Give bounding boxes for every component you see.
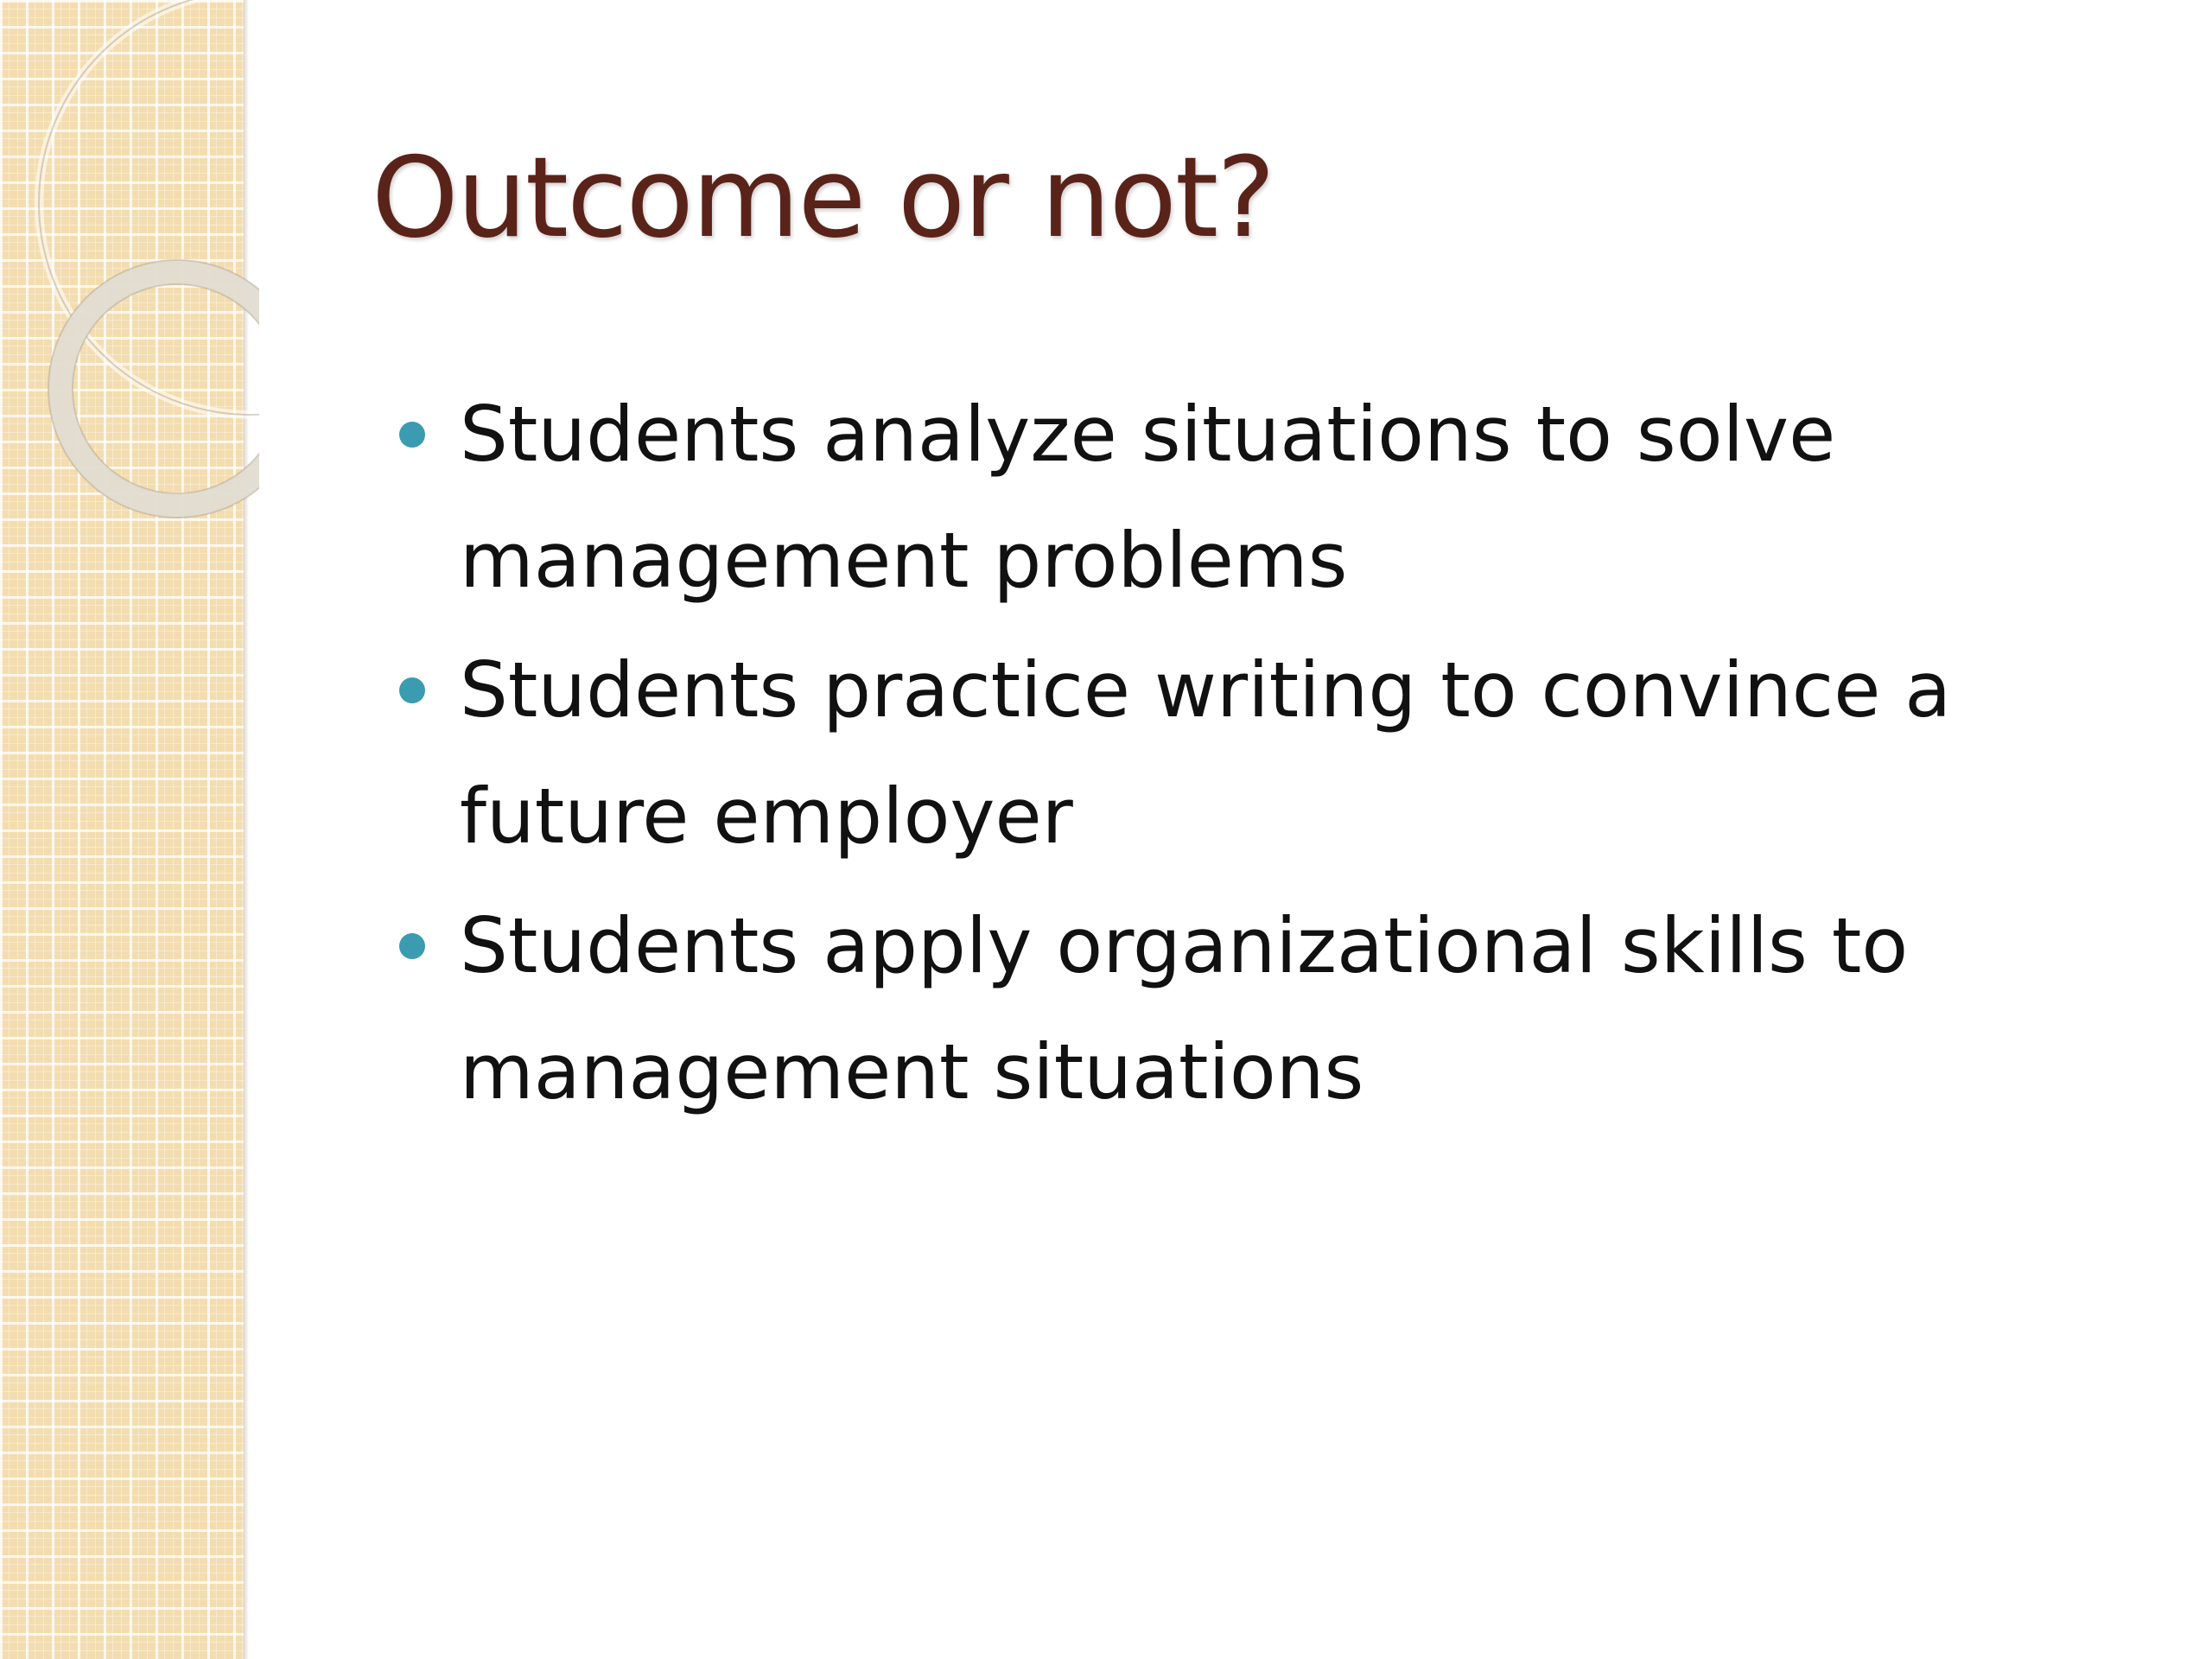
bullet-text: Students analyze situations to solve management problems <box>460 390 1836 605</box>
slide-title: Outcome or not? <box>372 134 1274 263</box>
bullet-dot-icon <box>399 422 425 448</box>
list-item <box>391 372 2101 624</box>
list-item <box>391 883 2101 1135</box>
bullet-dot-icon <box>399 677 425 703</box>
bullet-dot-icon <box>399 933 425 959</box>
decorative-rings-icon <box>0 0 259 553</box>
bullet-list <box>391 372 2101 1139</box>
bullet-text: Students practice writing to convince a future employer <box>460 645 1952 861</box>
list-item <box>391 627 2101 880</box>
bullet-text: Students apply organizational skills to management situations <box>460 901 1909 1116</box>
